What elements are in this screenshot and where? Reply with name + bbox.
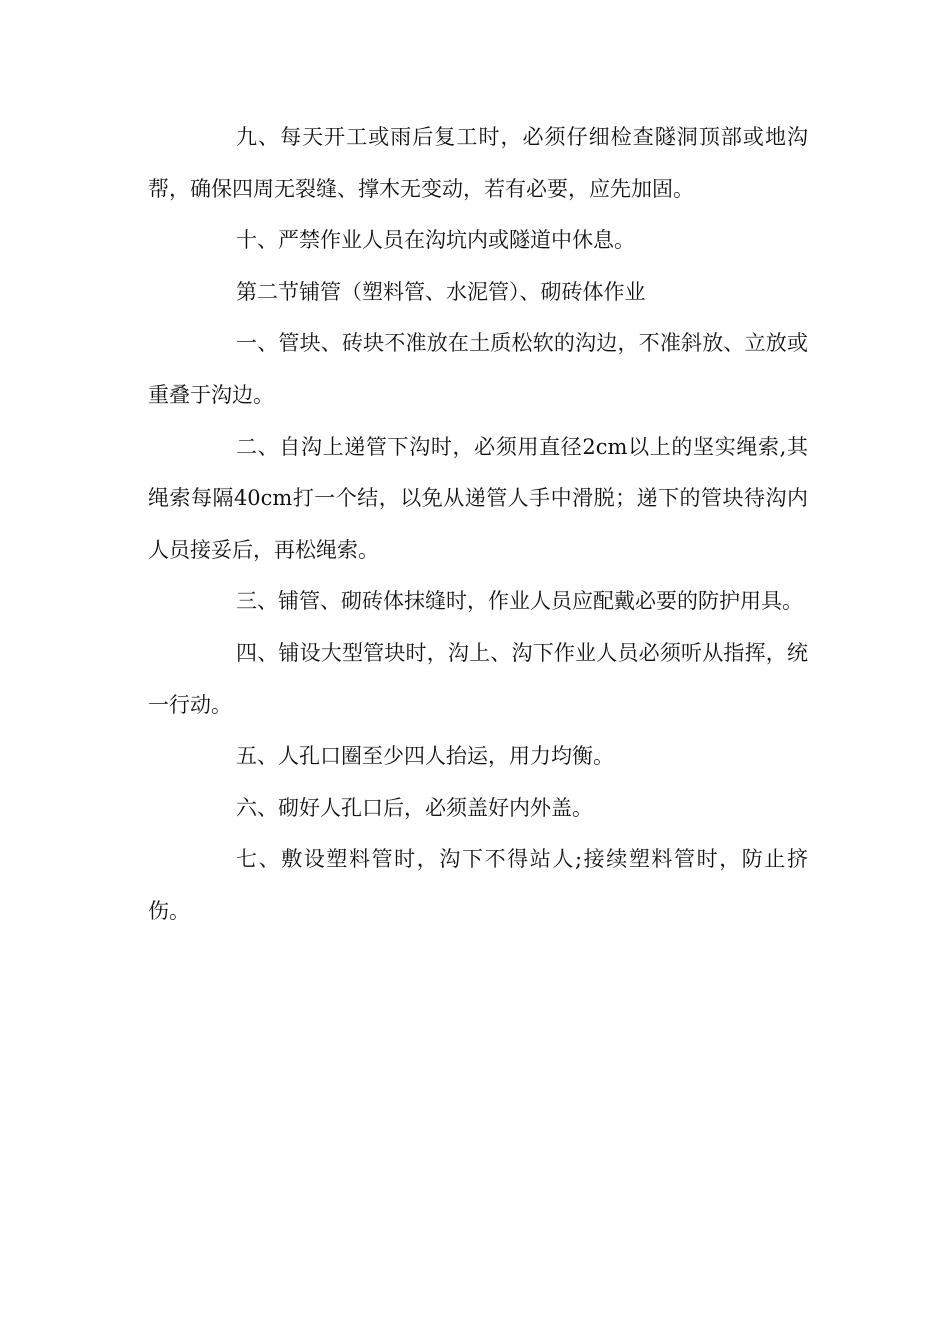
- paragraph-1: 一、管块、砖块不准放在土质松软的沟边，不准斜放、立放或重叠于沟边。: [148, 331, 808, 407]
- document-body: [148, 112, 808, 938]
- paragraph-2: 二、自沟上递管下沟时，必须用直径2cm以上的坚实绳索,其绳索每隔40cm打一个结，以免从递管人手中滑脱；递下的管块待沟内人员接妥后，再松绳索。: [148, 434, 808, 562]
- paragraph-7: 七、敷设塑料管时，沟下不得站人;接续塑料管时，防止挤伤。: [148, 847, 808, 923]
- paragraph-3: 三、铺管、砌砖体抹缝时，作业人员应配戴必要的防护用具。: [236, 589, 803, 614]
- paragraph-9: 九、每天开工或雨后复工时，必须仔细检查隧洞顶部或地沟帮，确保四周无裂缝、撑木无变动，若有必要，应先加固。: [148, 125, 808, 201]
- paragraph-5: 五、人孔口圈至少四人抬运，用力均衡。: [236, 744, 614, 769]
- paragraph-6: 六、砌好人孔口后，必须盖好内外盖。: [236, 795, 593, 820]
- paragraph-10: 十、严禁作业人员在沟坑内或隧道中休息。: [236, 228, 635, 253]
- section-heading: 第二节铺管（塑料管、水泥管）、砌砖体作业: [236, 279, 646, 304]
- paragraph-4: 四、铺设大型管块时，沟上、沟下作业人员必须听从指挥，统一行动。: [148, 640, 808, 717]
